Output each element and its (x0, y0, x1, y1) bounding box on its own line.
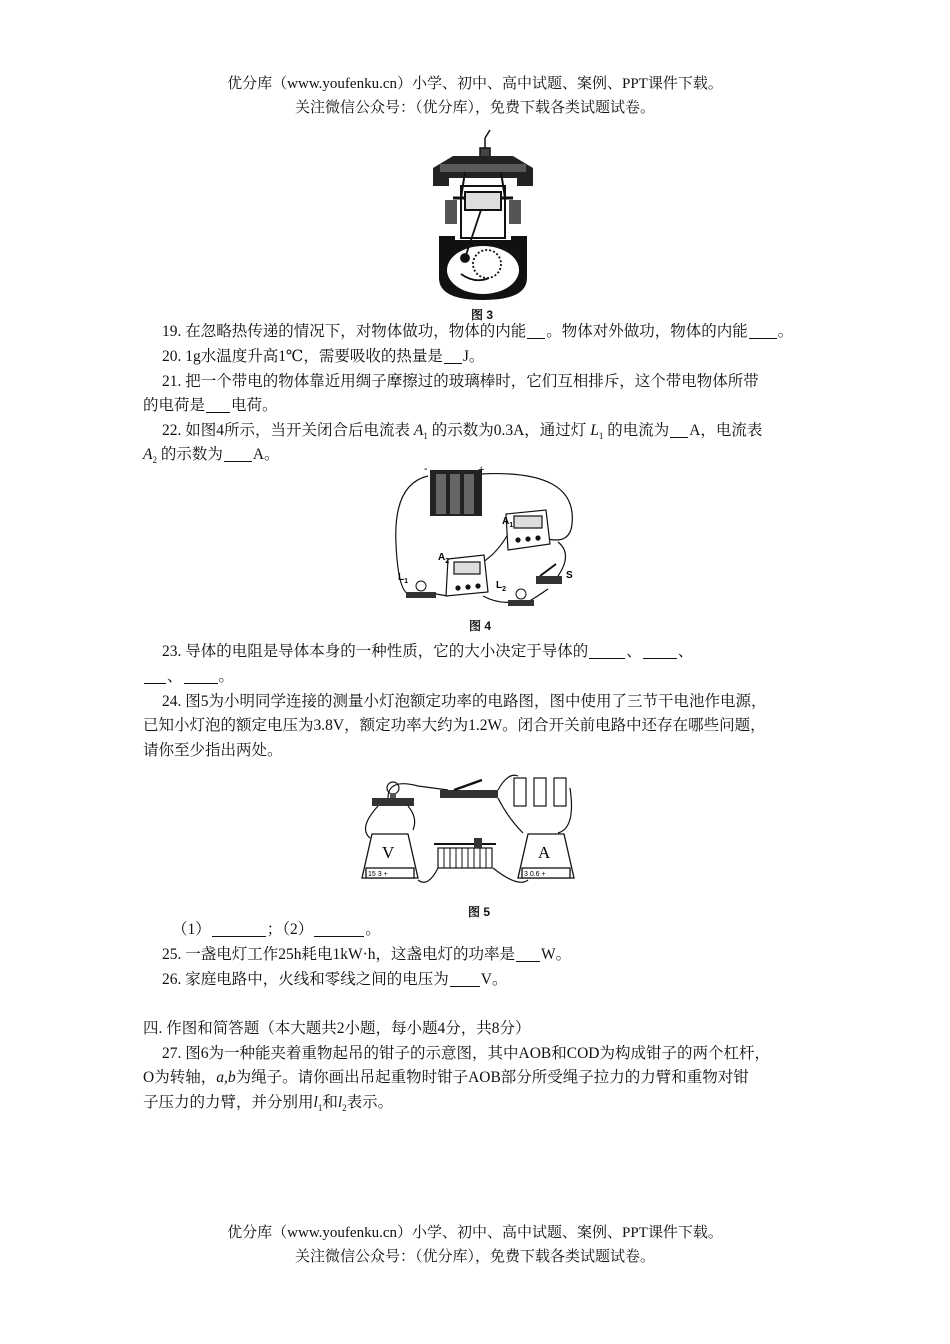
engine-crankcase (439, 236, 527, 300)
q23-blank-1[interactable] (589, 642, 625, 659)
figure-3-caption: 图 3 (471, 308, 494, 322)
q25-blank[interactable] (516, 945, 540, 962)
question-24-line-1: 24. 图5为小明同学连接的测量小灯泡额定功率的电路图，图中使用了三节干电池作电源， (162, 693, 767, 710)
question-19 (162, 321, 842, 343)
fig5-v-label: V (382, 843, 395, 862)
q27-arm-l1-sub: 1 (317, 1103, 323, 1114)
fig4-a1-sub: 1 (509, 522, 514, 529)
q23-end: 。 (218, 668, 235, 685)
fig4-l1-sub: 1 (404, 578, 409, 585)
figure-3-engine (425, 128, 540, 306)
fig4-ammeter-a1 (506, 510, 550, 550)
fig5-batteries (514, 778, 566, 806)
fig4-lamp-l2 (508, 589, 534, 606)
q23-blank-2[interactable] (643, 642, 677, 659)
q27-ropes-ab: a,b (216, 1069, 236, 1086)
engine-head (433, 156, 533, 186)
fig4-l2-letter: L (496, 580, 503, 591)
fig4-lamp-l1 (406, 581, 436, 598)
q23-text-a: 23. 导体的电阻是导体本身的一种性质，它的大小决定于导体的 (162, 643, 589, 660)
engine-spark-plug (480, 130, 490, 160)
q23-sep-1: 、 (626, 643, 642, 660)
q22-ammeter-a1: A (413, 422, 424, 439)
q25-text-b: W。 (541, 946, 572, 963)
question-27-line-1: 27. 图6为一种能夹着重物起吊的钳子的示意图，其中AOB和COD为构成钳子的两个杠杆， (162, 1045, 770, 1062)
fig4-plus: + (478, 464, 485, 476)
section-4-title: 四. 作图和简答题（本大题共2小题，每小题4分，共8分） (143, 1020, 531, 1037)
fig4-l2-label (496, 580, 506, 593)
fig5-a-label: A (538, 843, 551, 862)
q21-text-b: 的电荷是 (143, 397, 206, 414)
q23-sep-2: 、 (677, 643, 694, 660)
q25-text-a: 25. 一盏电灯工作25h耗电1kW·h，这盏电灯的功率是 (162, 946, 516, 963)
q19-text-a: 19. 在忽略热传递的情况下，对物体做功，物体的内能 (162, 323, 527, 340)
q27-text-c: 为绳子。请你画出吊起重物时钳子AOB部分所受绳子拉力的力臂和重物对钳 (235, 1069, 749, 1086)
question-23-line-2 (143, 666, 823, 688)
question-20 (162, 346, 842, 368)
q24-answer-2-label: ；（2） (266, 921, 314, 938)
question-24-line-3: 请你至少指出两处。 (143, 742, 283, 759)
q27-arm-l1: l (313, 1094, 318, 1111)
question-27-line-2 (143, 1067, 823, 1089)
q22-text-e: 的示数为 (160, 446, 223, 463)
q22-lamp-l1: L (590, 422, 599, 439)
q19-text-b: 。物体对外做功，物体的内能 (546, 323, 748, 340)
q26-text-b: V。 (480, 971, 508, 988)
fig4-l2-sub: 2 (502, 586, 507, 593)
fig4-switch (536, 564, 562, 584)
fig4-l1-label (398, 572, 408, 585)
q22-ammeter-a2-sub: 2 (152, 455, 157, 466)
fig4-a2-sub: 2 (445, 558, 450, 565)
q22-text-f: A。 (252, 446, 280, 463)
fig5-lamp (372, 782, 414, 806)
q22-text-a: 22. 如图4所示，当开关闭合后电流表 (162, 422, 411, 439)
q19-blank-2[interactable] (749, 322, 777, 339)
q22-text-d: A，电流表 (689, 422, 763, 439)
q22-ammeter-a2: A (143, 446, 153, 463)
fig4-minus: - (424, 464, 428, 475)
q24-answer-end: 。 (365, 921, 381, 938)
q24-answer-1-label: （1） (172, 921, 211, 938)
question-25 (162, 944, 842, 966)
fig4-a2-letter: A (438, 552, 446, 563)
header-line-1: 优分库（www.youfenku.cn）小学、初中、高中试题、案例、PPT课件下载。 (227, 76, 723, 92)
q22-text-c: 的电流为 (607, 422, 670, 439)
figure-5-circuit (358, 768, 578, 896)
q24-blank-1[interactable] (212, 920, 266, 937)
q23-sep-3: 、 (167, 668, 183, 685)
fig5-v-terminals: 15 3 + (368, 871, 388, 878)
footer-line-1: 优分库（www.youfenku.cn）小学、初中、高中试题、案例、PPT课件下载。 (227, 1225, 723, 1241)
question-21-line-1: 21. 把一个带电的物体靠近用绸子摩擦过的玻璃棒时，它们互相排斥，这个带电物体所带 (162, 373, 759, 390)
q21-blank[interactable] (206, 396, 230, 413)
fig4-s-label: S (566, 570, 573, 581)
q23-blank-4[interactable] (184, 667, 218, 684)
q27-text-d: 子压力的力臂，并分别用 (143, 1094, 314, 1111)
fig4-a1-letter: A (502, 516, 510, 527)
figure-5-caption: 图 5 (468, 905, 491, 919)
q19-text-c: 。 (777, 323, 794, 340)
fig5-a-terminals: 3 0.6 + (524, 871, 546, 878)
footer-line-2: 关注微信公众号：（优分库），免费下载各类试题试卷。 (294, 1249, 655, 1265)
q27-text-b: O为转轴， (143, 1069, 217, 1086)
q23-blank-3[interactable] (144, 667, 166, 684)
question-26 (162, 969, 842, 991)
header-line-2: 关注微信公众号：（优分库），免费下载各类试题试卷。 (294, 100, 655, 116)
q27-text-e: 和 (322, 1094, 338, 1111)
question-24-answers (172, 919, 852, 941)
q27-text-f: 表示。 (346, 1094, 394, 1111)
q26-blank[interactable] (450, 970, 480, 987)
q20-text-a: 20. 1g水温度升高1℃，需要吸收的热量是 (162, 348, 443, 365)
q27-arm-l2-sub: 2 (342, 1103, 347, 1114)
q20-text-b: J。 (462, 348, 485, 365)
question-21-line-2 (143, 395, 823, 417)
q21-text-c: 电荷。 (231, 397, 278, 414)
question-27-line-3 (143, 1092, 823, 1119)
q24-blank-2[interactable] (314, 920, 364, 937)
q27-arm-l2: l (337, 1094, 343, 1111)
fig4-a2-label (438, 552, 449, 565)
q22-blank-2[interactable] (224, 445, 252, 462)
fig5-switch (440, 780, 498, 798)
q19-blank-1[interactable] (527, 322, 545, 339)
fig4-ammeter-a2 (446, 555, 488, 596)
fig5-rheostat (434, 838, 496, 868)
q22-text-b: 的示数为0.3A，通过灯 (431, 422, 587, 439)
fig4-l1-letter: L (398, 572, 405, 583)
q22-blank-1[interactable] (670, 421, 688, 438)
engine-cylinder (461, 186, 505, 238)
figure-4-caption: 图 4 (469, 619, 492, 633)
question-24-line-2: 已知小灯泡的额定电压为3.8V，额定功率大约为1.2W。闭合开关前电路中还存在哪些问题， (143, 717, 766, 734)
figure-4-circuit (388, 464, 588, 614)
fig4-battery (430, 470, 482, 516)
q26-text-a: 26. 家庭电路中，火线和零线之间的电压为 (162, 971, 449, 988)
q22-lamp-l1-sub: 1 (598, 431, 604, 442)
q22-ammeter-a1-sub: 1 (423, 431, 428, 442)
q20-blank[interactable] (444, 347, 462, 364)
question-23-line-1 (162, 641, 842, 663)
